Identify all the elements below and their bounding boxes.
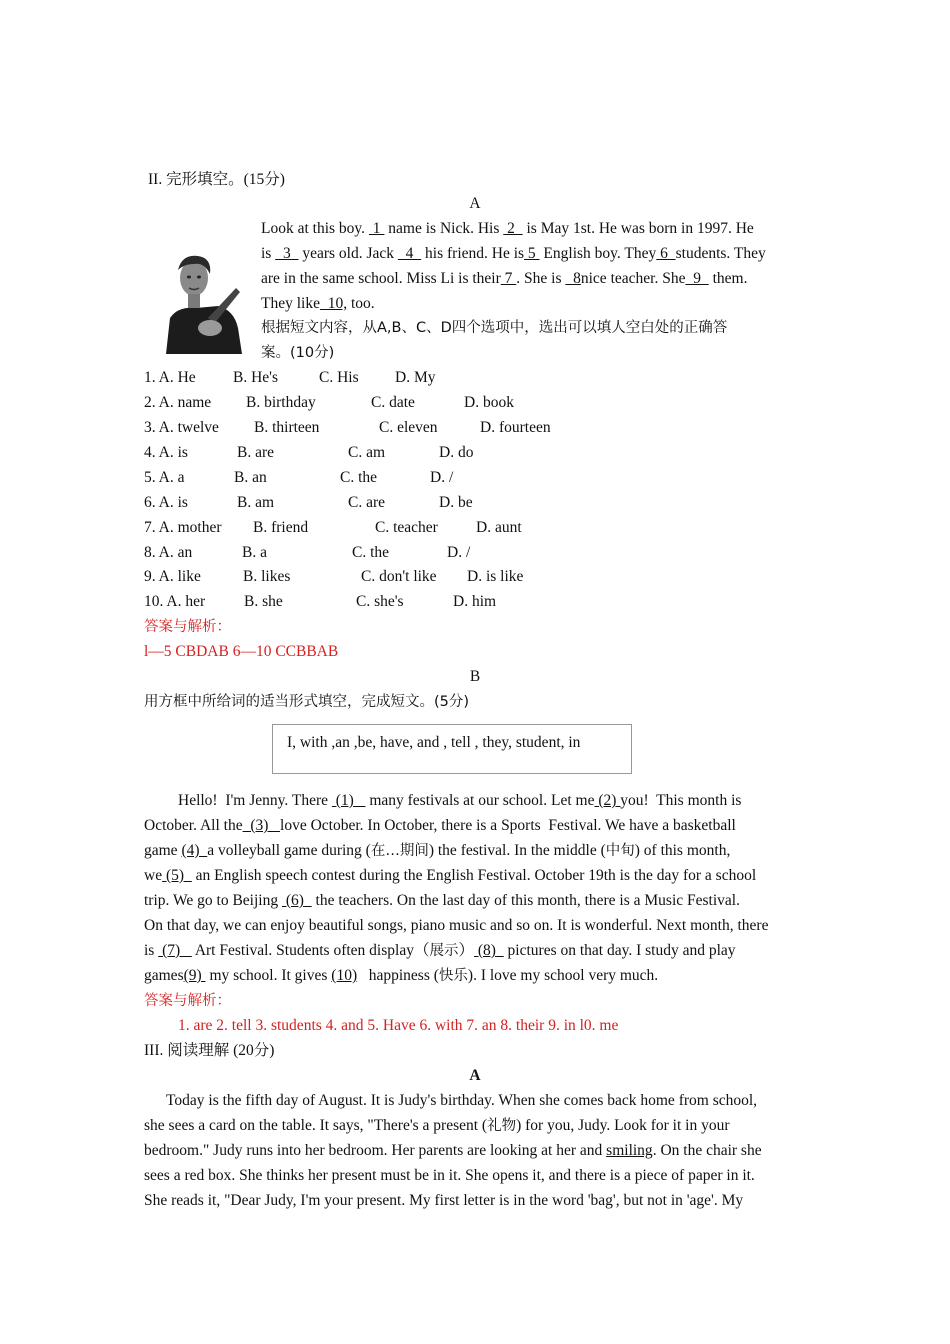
passage-b-line-5: trip. We go to Beijing (6) the teachers. On the last day of this month, there is a Music Festival.: [144, 892, 740, 909]
passage-b-line-8: games(9) my school. It gives (10) happiness (快乐). I love my school very much.: [144, 967, 659, 984]
passage-a-line-4: They like 10, too.: [261, 295, 375, 312]
answer-a: l—5 CBDAB 6—10 CCBBAB: [144, 643, 339, 660]
option-c: C. the: [340, 469, 378, 486]
option-b: B. likes: [243, 568, 291, 585]
question-row: 10. A. her: [144, 593, 206, 610]
option-c: C. are: [348, 494, 386, 511]
question-row: 1. A. He: [144, 369, 196, 386]
option-b: B. am: [237, 494, 275, 511]
option-d: D. is like: [467, 568, 524, 585]
option-c: C. don't like: [361, 568, 437, 585]
passage-c-line-1: Today is the fifth day of August. It is Judy's birthday. When she comes back home from school,: [166, 1092, 758, 1109]
option-b: B. He's: [233, 369, 278, 386]
question-row: 3. A. twelve: [144, 419, 219, 436]
passage-b-line-2: October. All the (3) love October. In October, there is a Sports Festival. We have a basketball: [144, 817, 736, 834]
option-c: C. she's: [356, 593, 404, 610]
section-3-heading: III. 阅读理解 (20分): [144, 1042, 275, 1059]
question-row: 9. A. like: [144, 568, 201, 585]
option-d: D. My: [395, 369, 436, 386]
option-c: C. teacher: [375, 519, 438, 536]
option-d: D. be: [439, 494, 473, 511]
passage-c-line-4: sees a red box. She thinks her present must be in it. She opens it, and there is a piece of paper in it.: [144, 1167, 755, 1184]
question-row: 5. A. a: [144, 469, 185, 486]
boy-photo: [158, 248, 242, 354]
option-b: B. thirteen: [254, 419, 320, 436]
option-c: C. eleven: [379, 419, 438, 436]
option-d: D. /: [447, 544, 471, 561]
question-row: 6. A. is: [144, 494, 188, 511]
option-b: B. are: [237, 444, 275, 461]
passage-c-line-5: She reads it, "Dear Judy, I'm your present. My first letter is in the word 'bag', but not in 'age'. My: [144, 1192, 744, 1209]
answer-b: 1. are 2. tell 3. students 4. and 5. Have 6. with 7. an 8. their 9. in l0. me: [178, 1017, 619, 1034]
option-d: D. /: [430, 469, 454, 486]
passage-b-line-4: we (5) an English speech contest during the English Festival. October 19th is the day for a school: [144, 867, 757, 884]
passage-b-line-3: game (4) a volleyball game during (在…期间) the festival. In the middle (中旬) of this month,: [144, 842, 731, 859]
answer-label-a: 答案与解析：: [144, 619, 231, 635]
option-b: B. birthday: [246, 394, 316, 411]
passage-c-line-3: bedroom." Judy runs into her bedroom. Her parents are looking at her and smiling. On the chair she: [144, 1142, 762, 1159]
option-b: B. she: [244, 593, 283, 610]
option-c: C. am: [348, 444, 386, 461]
option-c: C. the: [352, 544, 390, 561]
option-b: B. an: [234, 469, 267, 486]
passage-b-line-7: is (7) Art Festival. Students often display（展示） (8) pictures on that day. I study and play: [144, 942, 736, 959]
part-a-label: A: [469, 195, 481, 212]
option-b: B. a: [242, 544, 267, 561]
option-c: C. His: [319, 369, 359, 386]
question-row: 8. A. an: [144, 544, 193, 561]
option-d: D. do: [439, 444, 474, 461]
word-box-text: I, with ,an ,be, have, and , tell , they, student, in: [287, 734, 581, 751]
section-2-heading: II. 完形填空。(15分): [148, 171, 285, 188]
option-c: C. date: [371, 394, 415, 411]
word-box: [272, 724, 632, 774]
passage-b-line-6: On that day, we can enjoy beautiful songs, piano music and so on. It is wonderful. Next month, there: [144, 917, 769, 934]
passage-b-line-1: Hello! I'm Jenny. There (1) many festivals at our school. Let me (2) you! This month is: [178, 792, 742, 809]
question-row: 7. A. mother: [144, 519, 222, 536]
passage-a-line-2: is 3 years old. Jack 4 his friend. He is 5 English boy. They 6 students. They: [261, 245, 766, 262]
option-b: B. friend: [253, 519, 309, 536]
section-3-part-a-label: A: [469, 1067, 481, 1084]
instruction-b: 用方框中所给词的适当形式填空，完成短文。(5分): [144, 694, 470, 710]
option-d: D. fourteen: [480, 419, 551, 436]
question-row: 4. A. is: [144, 444, 188, 461]
passage-a-line-1: Look at this boy. 1 name is Nick. His 2 is May 1st. He was born in 1997. He: [261, 220, 754, 237]
passage-c-line-2: she sees a card on the table. It says, "There's a present (礼物) for you, Judy. Look for it in your: [144, 1117, 730, 1134]
passage-a-line-3: are in the same school. Miss Li is their 7 . She is 8nice teacher. She 9 them.: [261, 270, 748, 287]
option-d: D. him: [453, 593, 497, 610]
part-b-label: B: [469, 668, 481, 685]
answer-label-b: 答案与解析：: [144, 993, 231, 1009]
option-d: D. book: [464, 394, 514, 411]
question-row: 2. A. name: [144, 394, 212, 411]
option-d: D. aunt: [476, 519, 522, 536]
instruction-a-line-1: 根据短文内容，从A,B、C、D四个选项中，选出可以填人空白处的正确答: [261, 320, 728, 336]
instruction-a-line-2: 案。(10分): [261, 345, 335, 361]
